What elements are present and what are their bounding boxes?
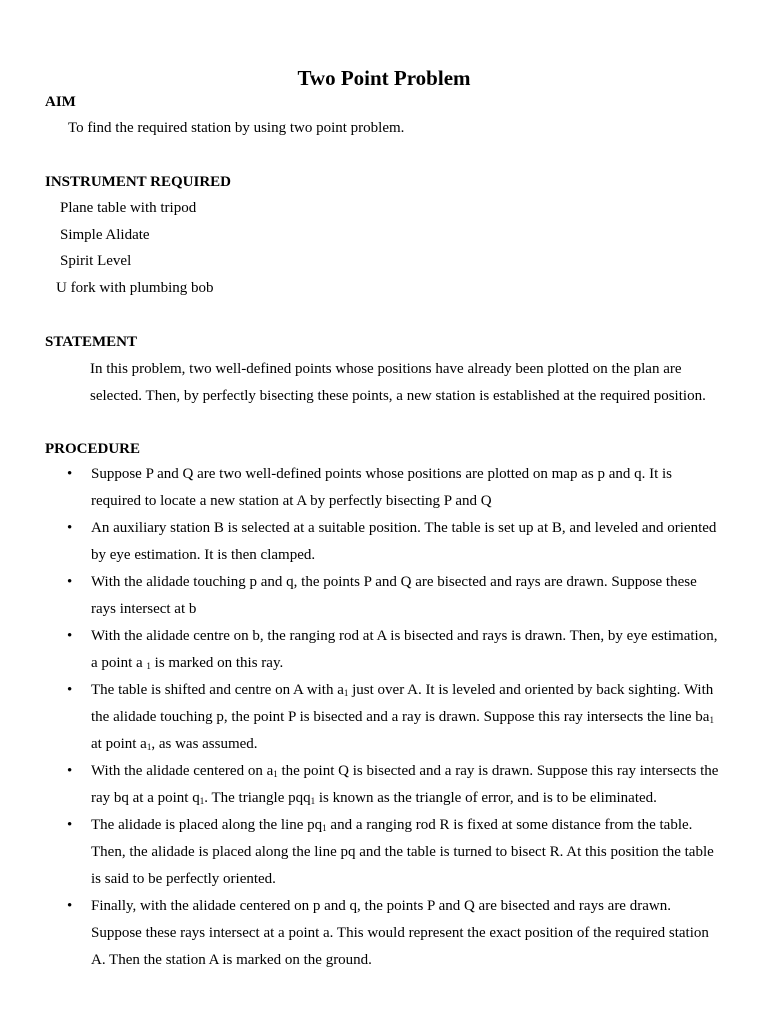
- procedure-heading: PROCEDURE: [45, 441, 141, 457]
- subscript: 1: [310, 796, 316, 806]
- procedure-step: [0, 461, 731, 515]
- text-run: required to locate a new station at A by perfectly bisecting P and Q: [91, 493, 492, 509]
- procedure-list: [0, 461, 768, 974]
- page-title: Two Point Problem: [297, 66, 471, 90]
- subscript: 1: [146, 661, 151, 671]
- procedure-step: [0, 677, 731, 758]
- procedure-step: [0, 758, 731, 812]
- text-run: Suppose these rays intersect at a point a. This would represent the exact position of the required station: [91, 925, 709, 941]
- text-run: Suppose P and Q are two well-defined points whose positions are plotted on map as p and q. It is: [91, 466, 673, 482]
- procedure-step-text: [91, 682, 714, 752]
- instrument-item: U fork with plumbing bob: [56, 280, 214, 296]
- text-run: An auxiliary station B is selected at a suitable position. The table is set up at B, and leveled and oriented: [91, 520, 717, 536]
- text-run: A. Then the station A is marked on the ground.: [91, 952, 372, 968]
- procedure-step-text: [91, 898, 709, 968]
- text-run: is said to be perfectly oriented.: [91, 871, 276, 887]
- bullet-icon: •: [67, 574, 73, 590]
- text-run: Then, the alidade is placed along the line pq and the table is turned to bisect R. At this position the table: [91, 844, 714, 860]
- text-run: by eye estimation. It is then clamped.: [91, 547, 316, 563]
- instrument-item: Spirit Level: [60, 253, 132, 269]
- bullet-icon: •: [67, 763, 73, 779]
- instrument-item: Simple Alidate: [60, 227, 150, 243]
- procedure-step: [0, 515, 731, 569]
- text-run: is marked on this ray.: [150, 655, 284, 671]
- procedure-step: [0, 812, 731, 893]
- text-run: and a ranging rod R is fixed at some distance from the table.: [326, 817, 693, 833]
- text-run: With the alidade centre on b, the ranging rod at A is bisected and rays is drawn. Then, by eye estimation,: [91, 628, 718, 644]
- aim-heading: AIM: [45, 94, 76, 110]
- procedure-step-text: [91, 466, 672, 509]
- procedure-step-text: [91, 520, 716, 563]
- subscript: 1: [322, 823, 327, 833]
- procedure-step-text: [91, 817, 714, 887]
- aim-text: To find the required station by using two point problem.: [68, 120, 405, 136]
- subscript: 1: [146, 742, 152, 752]
- text-run: The alidade is placed along the line pq: [91, 817, 323, 833]
- procedure-step: [0, 893, 731, 974]
- text-run: With the alidade centered on a: [91, 763, 274, 779]
- subscript: 1: [273, 769, 278, 779]
- text-run: . The triangle pqq: [204, 790, 311, 806]
- text-run: a point a: [91, 655, 147, 671]
- text-run: With the alidade touching p and q, the points P and Q are bisected and rays are drawn. Suppose these: [91, 574, 697, 590]
- procedure-step-text: [91, 574, 697, 617]
- subscript: 1: [709, 715, 714, 725]
- bullet-icon: •: [67, 628, 73, 644]
- bullet-icon: •: [67, 817, 73, 833]
- text-run: The table is shifted and centre on A with a: [91, 682, 344, 698]
- text-run: the point Q is bisected and a ray is drawn. Suppose this ray intersects the: [277, 763, 719, 779]
- statement-line: In this problem, two well-defined points whose positions have already been plotted on the plan are: [90, 361, 682, 377]
- procedure-step-text: [91, 763, 718, 806]
- bullet-icon: •: [67, 466, 73, 482]
- bullet-icon: •: [67, 520, 73, 536]
- procedure-step-text: [91, 628, 717, 671]
- text-run: just over A. It is leveled and oriented by back sighting. With: [348, 682, 714, 698]
- subscript: 1: [199, 796, 205, 806]
- subscript: 1: [343, 688, 349, 698]
- text-run: Finally, with the alidade centered on p and q, the points P and Q are bisected and rays are drawn.: [91, 898, 671, 914]
- instrument-heading: INSTRUMENT REQUIRED: [45, 174, 232, 190]
- text-run: ray bq at a point q: [91, 790, 200, 806]
- text-run: at point a: [91, 736, 147, 752]
- procedure-step: [0, 623, 731, 677]
- text-run: , as was assumed.: [151, 736, 258, 752]
- text-run: the alidade touching p, the point P is bisected and a ray is drawn. Suppose this ray intersects the line ba: [91, 709, 710, 725]
- statement-heading: STATEMENT: [45, 334, 137, 350]
- text-run: rays intersect at b: [91, 601, 197, 617]
- text-run: is known as the triangle of error, and is to be eliminated.: [315, 790, 657, 806]
- instrument-item: Plane table with tripod: [60, 200, 197, 216]
- statement-line: selected. Then, by perfectly bisecting these points, a new station is established at the required position.: [90, 388, 706, 404]
- bullet-icon: •: [67, 898, 73, 914]
- procedure-step: [0, 569, 731, 623]
- bullet-icon: •: [67, 682, 73, 698]
